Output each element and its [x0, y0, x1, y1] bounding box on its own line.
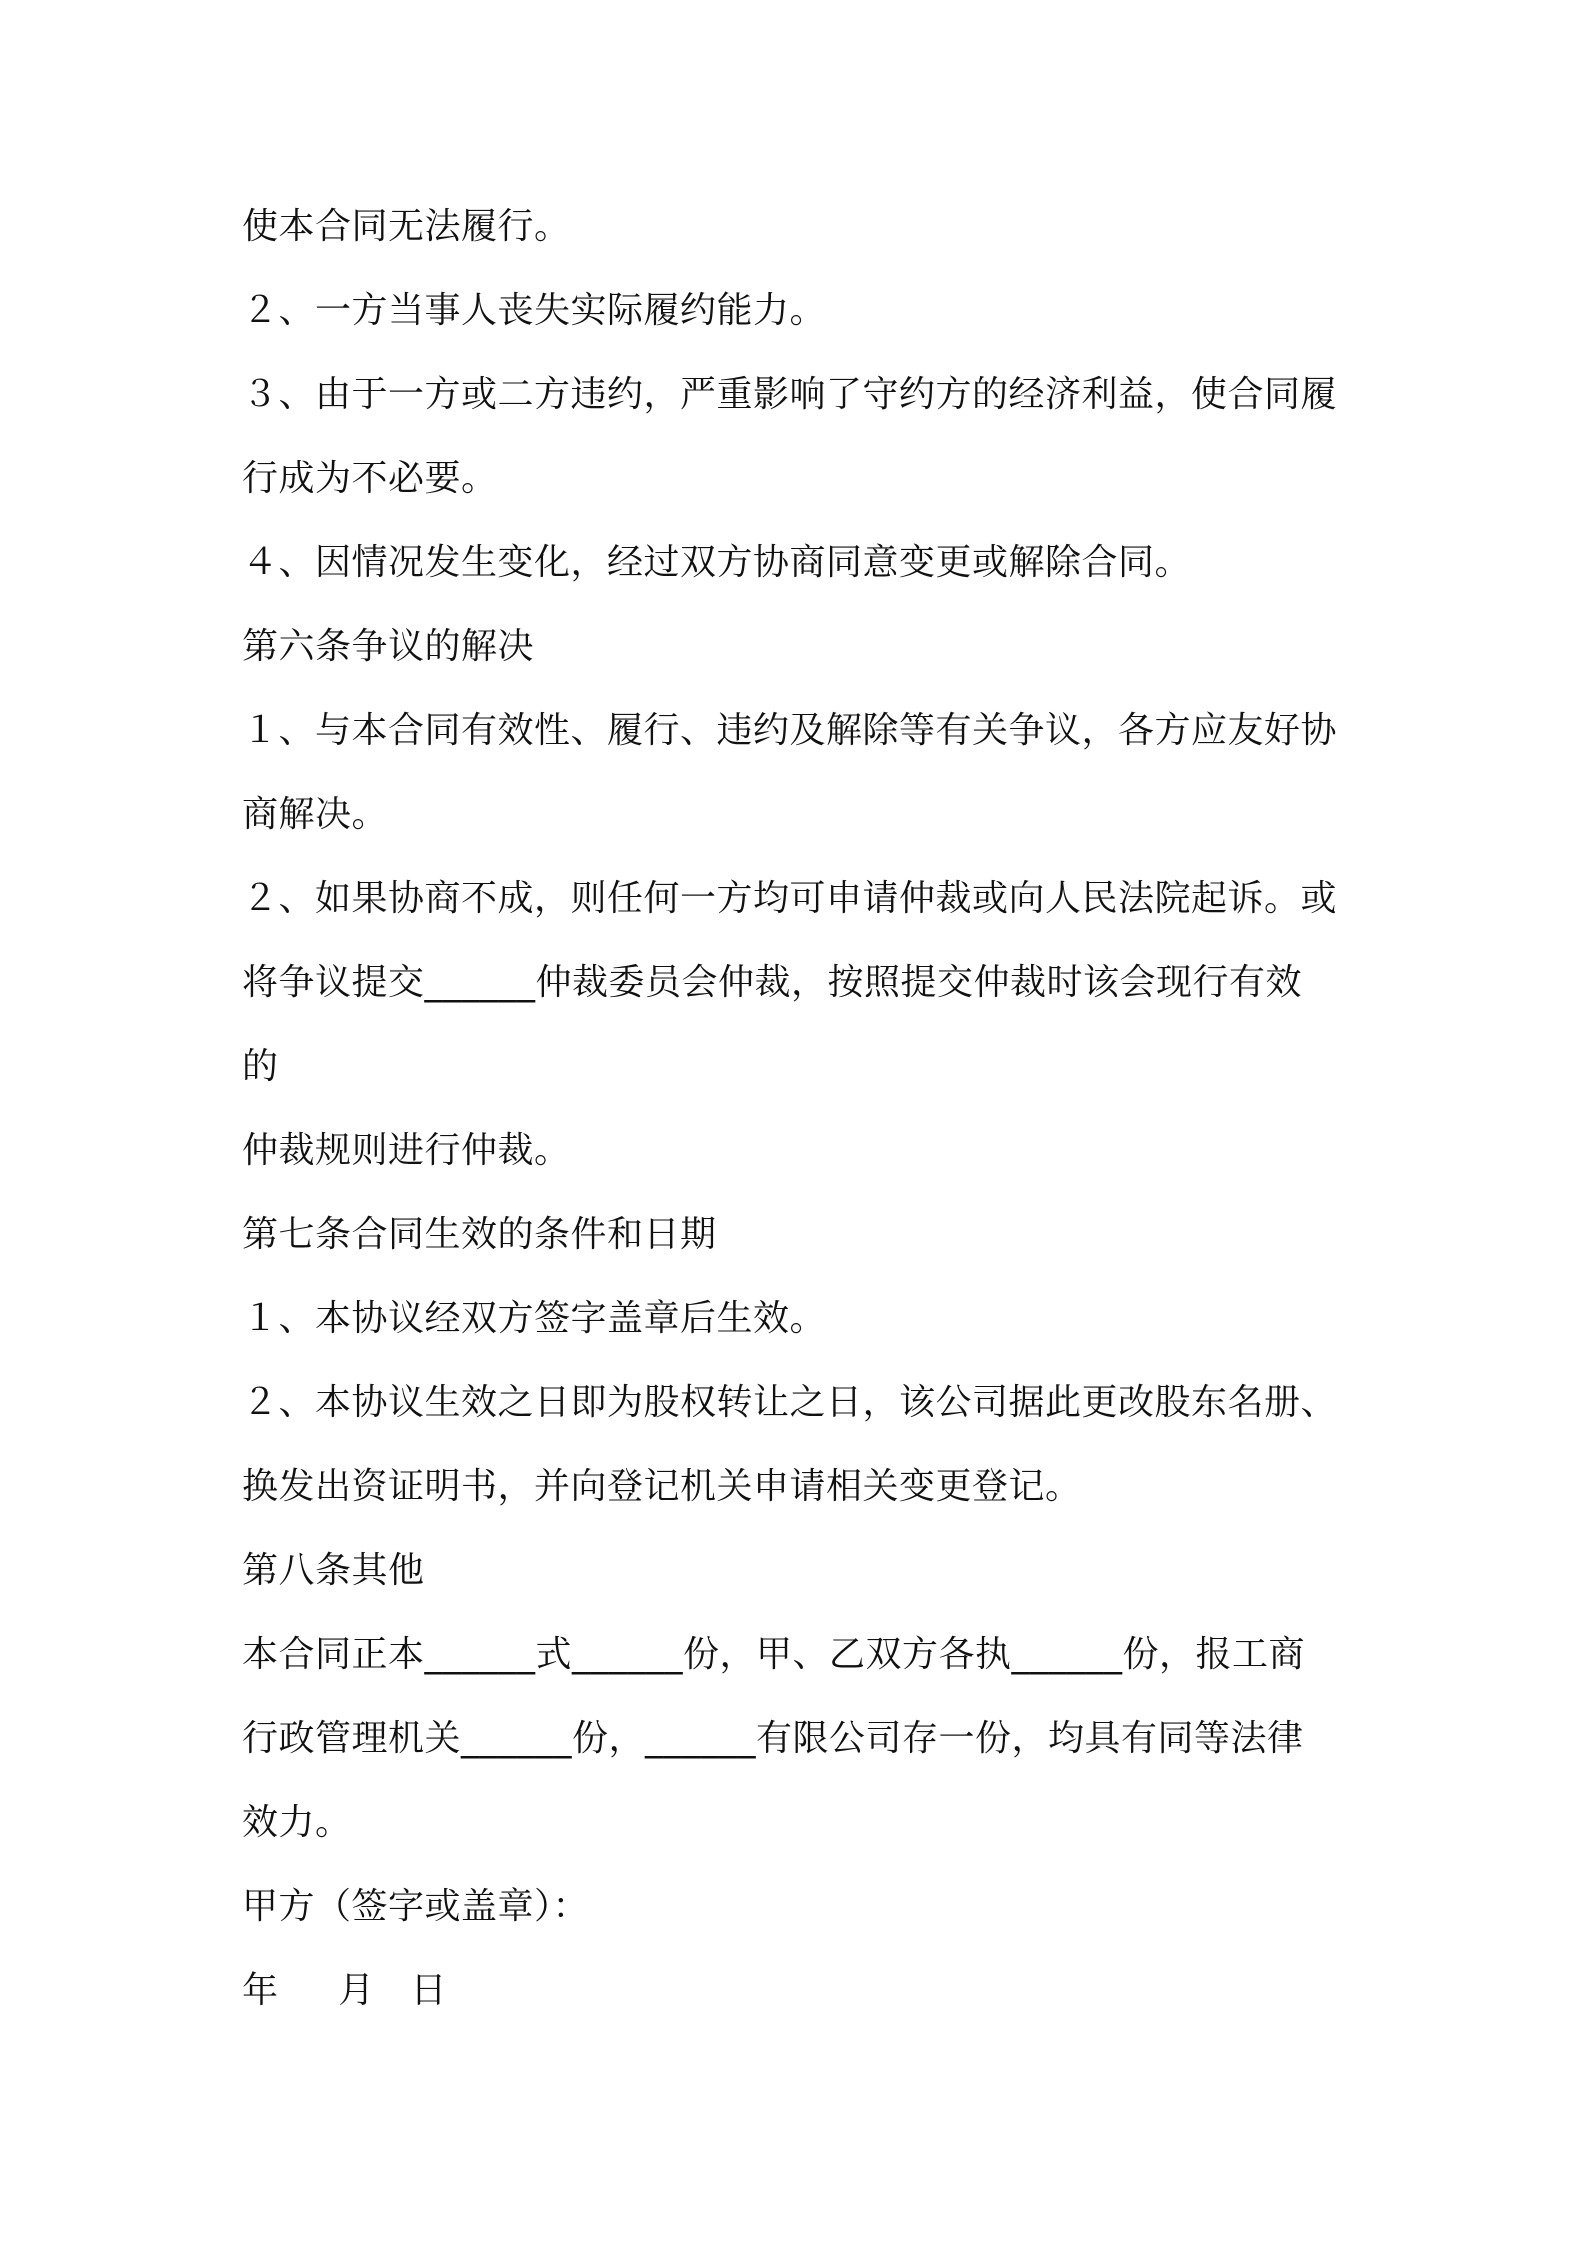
clause-text-line: 换发出资证明书，并向登记机关申请相关变更登记。: [242, 1466, 1082, 1507]
clause-text-line: 使本合同无法履行。: [242, 206, 571, 247]
clause-item-line: ４、因情况发生变化，经过双方协商同意变更或解除合同。: [242, 542, 1192, 583]
clause-text-line: 效力。: [242, 1802, 352, 1843]
section-heading: 第六条争议的解决: [242, 626, 535, 667]
clause-text-line: 行政管理机关______份，______有限公司存一份，均具有同等法律: [242, 1718, 1304, 1759]
clause-text-line: 行成为不必要。: [242, 458, 498, 499]
clause-item-line: ２、本协议生效之日即为股权转让之日，该公司据此更改股东名册、: [242, 1382, 1338, 1423]
clause-text-line: 的: [242, 1046, 279, 1087]
clause-item-line: ２、如果协商不成，则任何一方均可申请仲裁或向人民法院起诉。或: [242, 878, 1338, 919]
clause-item-line: １、与本合同有效性、履行、违约及解除等有关争议，各方应友好协: [242, 710, 1338, 751]
signature-line: 甲方（签字或盖章）：: [242, 1886, 590, 1927]
clause-text-line: 将争议提交______仲裁委员会仲裁，按照提交仲裁时该会现行有效: [242, 962, 1303, 1003]
date-line: 年 月 日: [242, 1970, 448, 2011]
clause-text-line: 仲裁规则进行仲裁。: [242, 1130, 571, 1171]
clause-item-line: ３、由于一方或二方违约，严重影响了守约方的经济利益，使合同履: [242, 374, 1338, 415]
clause-item-line: １、本协议经双方签字盖章后生效。: [242, 1298, 827, 1339]
section-heading: 第七条合同生效的条件和日期: [242, 1214, 717, 1255]
clause-item-line: ２、一方当事人丧失实际履约能力。: [242, 290, 827, 331]
section-heading: 第八条其他: [242, 1550, 425, 1591]
clause-text-line: 商解决。: [242, 794, 389, 835]
clause-text-line: 本合同正本______式______份，甲、乙双方各执______份，报工商: [242, 1634, 1306, 1675]
